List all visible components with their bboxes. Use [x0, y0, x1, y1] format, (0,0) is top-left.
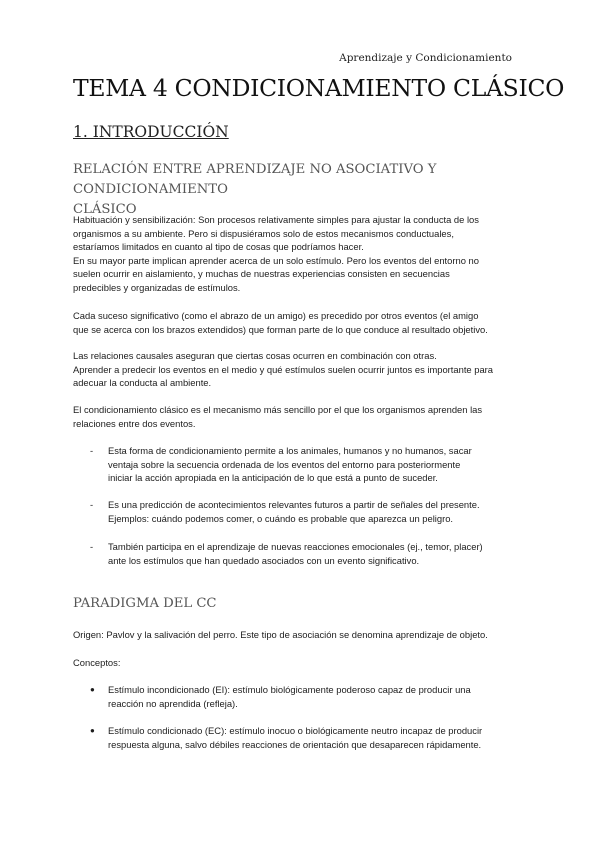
text-line: Cada suceso significativo (como el abrazo de un amigo) es precedido por otros eventos (el amigo [73, 310, 479, 321]
paragraph-relaciones [73, 349, 533, 390]
text-line: predecibles y organizadas de estímulos. [73, 281, 241, 293]
text-line: También participa en el aprendizaje de nuevas reacciones emocionales (ej., temor, placer) [108, 541, 483, 552]
text-line: que se acerca con los brazos extendidos) que forman parte de lo que conduce al resultado objetivo. [73, 323, 488, 335]
text-line: Estímulo incondicionado (EI): estímulo biológicamente poderoso capaz de producir una [108, 684, 471, 695]
section-heading-introduccion: 1. INTRODUCCIÓN [73, 123, 229, 141]
text-line: Es una predicción de acontecimientos relevantes futuros a partir de señales del presente. [108, 499, 480, 510]
text-line: En su mayor parte implican aprender acerca de un solo estímulo. Pero los eventos del entorno no [73, 254, 479, 266]
text-line: Aprender a predecir los eventos en el medio y qué estímulos suelen ocurrir juntos es importante para [73, 363, 494, 375]
text-line: iniciar la acción apropiada en la anticipación de lo que está a punto de suceder. [108, 472, 438, 484]
text-line: Estímulo condicionado (EC): estímulo inocuo o biológicamente neutro incapaz de producir [108, 725, 483, 736]
bullet-marker: ● [90, 685, 95, 694]
text-line: relaciones entre dos eventos. [73, 417, 196, 429]
subheading-paradigma: PARADIGMA DEL CC [73, 596, 217, 611]
subheading-line: RELACIÓN ENTRE APRENDIZAJE NO ASOCIATIVO Y CONDICIONAMIENTO [73, 162, 437, 197]
text-line: ante los estímulos que han quedado asociados con un evento significativo. [108, 554, 420, 566]
text-line: Origen: Pavlov y la salivación del perro. Este tipo de asociación se denomina aprendizaje de objeto. [73, 629, 488, 640]
dash-marker: - [90, 445, 94, 456]
text-line: Esta forma de condicionamiento permite a los animales, humanos y no humanos, sacar [108, 445, 472, 456]
text-line: estaríamos limitados en cuanto al tipo de cosas que podríamos hacer. [73, 241, 364, 253]
text-line: organismos a su ambiente. Pero si dispusiéramos solo de estos mecanismos conductuales, [73, 227, 454, 239]
text-line: Habituación y sensibilización: Son procesos relativamente simples para ajustar la conducta de los [73, 214, 479, 225]
paragraph-origen [73, 628, 533, 642]
paragraph-habituacion [73, 213, 533, 295]
text-line: Las relaciones causales aseguran que ciertas cosas ocurren en combinación con otras. [73, 350, 437, 361]
text-line: Ejemplos: cuándo podemos comer, o cuándo es probable que aparezca un peligro. [108, 512, 454, 524]
paragraph-suceso [73, 309, 533, 336]
text-line: ventaja sobre la secuencia ordenada de los eventos del entorno para posteriormente [108, 458, 461, 470]
text-line: Conceptos: [73, 657, 121, 668]
text-line: reacción no aprendida (refleja). [108, 697, 238, 709]
text-line: El condicionamiento clásico es el mecanismo más sencillo por el que los organismos aprenden las [73, 404, 483, 415]
text-line: respuesta alguna, salvo débiles reacciones de orientación que desaparecen rápidamente. [108, 738, 482, 750]
subheading-relacion [73, 160, 543, 220]
paragraph-conceptos [73, 656, 533, 670]
paragraph-condicionamiento [73, 403, 533, 430]
dash-marker: - [90, 499, 94, 510]
running-header: Aprendizaje y Condicionamiento [339, 52, 512, 64]
dash-marker: - [90, 541, 94, 552]
page-title: TEMA 4 CONDICIONAMIENTO CLÁSICO [73, 74, 565, 102]
text-line: suelen ocurrir en aislamiento, y muchas de nuestras experiencias consisten en secuencias [73, 268, 450, 280]
bullet-marker: ● [90, 726, 95, 735]
text-line: adecuar la conducta al ambiente. [73, 377, 212, 389]
subheading-line: CLÁSICO [73, 202, 137, 217]
